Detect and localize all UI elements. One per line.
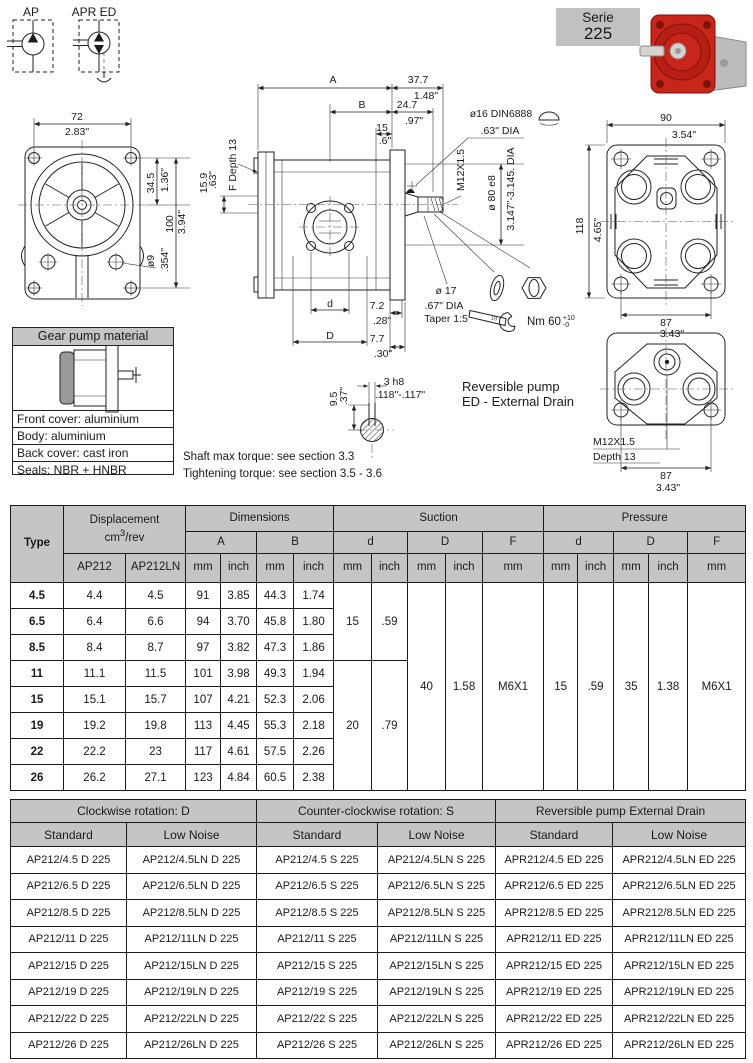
- cell: 2.38: [294, 765, 334, 791]
- torque-spec: [527, 315, 575, 329]
- cell-type: 19: [11, 713, 64, 739]
- subheader-low-noise: Low Noise: [378, 823, 496, 847]
- cell-model: AP212/22 D 225: [11, 1006, 127, 1033]
- dim-front-hole-in: .354": [159, 247, 171, 273]
- dim-front-hole-mm: ø9: [145, 254, 157, 268]
- order-codes-table: [10, 799, 746, 1059]
- dim-rear-width-in: 3.54": [671, 129, 697, 141]
- dim-247-in: .97": [404, 115, 424, 127]
- cell-model: AP212/15 S 225: [257, 953, 378, 980]
- unit-header: mm: [544, 554, 578, 583]
- cell: 26.2: [64, 765, 126, 791]
- cell-model: AP212/22 S 225: [257, 1006, 378, 1033]
- cell-suction-D-in: 1.58: [446, 583, 483, 791]
- cell: 97: [186, 635, 221, 661]
- spec-pressure-F: F: [688, 532, 746, 554]
- spec-col-displacement: [64, 506, 186, 554]
- cell-model: APR212/15LN ED 225: [613, 953, 746, 980]
- dim-rear2-bolt-mm: 87: [660, 470, 672, 482]
- material-box-title: Gear pump material: [13, 328, 173, 346]
- dim-rear-height-mm: 118: [574, 217, 586, 235]
- spec-col-a: A: [186, 532, 257, 554]
- material-row-front-cover: Front cover: aluminium: [13, 410, 173, 427]
- cell: 55.3: [257, 713, 294, 739]
- dim-15-in: .6": [378, 135, 392, 147]
- cell-model: AP212/11LN D 225: [127, 926, 257, 953]
- cell-model: AP212/22LN D 225: [127, 1006, 257, 1033]
- cell: 4.84: [221, 765, 257, 791]
- cell-model: APR212/15 ED 225: [496, 953, 613, 980]
- dim-front-h1-mm: 34.5: [145, 172, 157, 194]
- cell: 11.1: [64, 661, 126, 687]
- cell: 52.3: [257, 687, 294, 713]
- cell: 8.4: [64, 635, 126, 661]
- reversible-note-line2: ED - External Drain: [462, 394, 574, 409]
- cell-type: 4.5: [11, 583, 64, 609]
- material-row-body: Body: aluminium: [13, 427, 173, 444]
- cell-model: AP212/11LN S 225: [378, 926, 496, 953]
- cell: 4.5: [126, 583, 186, 609]
- cell-suction-d-in: .79: [372, 661, 408, 791]
- cell-model: AP212/19 S 225: [257, 979, 378, 1006]
- dim-pilot-d80: ø 80 e8: [486, 175, 498, 211]
- cell-model: AP212/19LN S 225: [378, 979, 496, 1006]
- cell: 107: [186, 687, 221, 713]
- dim-15-mm: 15: [376, 122, 388, 134]
- cell: 4.61: [221, 739, 257, 765]
- cell: 1.94: [294, 661, 334, 687]
- cell-model: AP212/11 S 225: [257, 926, 378, 953]
- spec-suction-D: D: [408, 532, 483, 554]
- spec-col-type: Type: [11, 506, 64, 583]
- material-row-seals: Seals: NBR + HNBR: [13, 461, 173, 478]
- callout-key-din6888: ø16 DIN6888: [469, 108, 533, 120]
- unit-header: inch: [294, 554, 334, 583]
- cell-model: APR212/26 ED 225: [496, 1032, 613, 1059]
- cell-model: AP212/26LN D 225: [127, 1032, 257, 1059]
- spec-pressure-d: d: [544, 532, 614, 554]
- dim-front-h1-in: 1.36": [159, 167, 171, 193]
- unit-exp: 3: [119, 527, 126, 539]
- cell: 3.82: [221, 635, 257, 661]
- table-row: [11, 1032, 746, 1059]
- cell-model: APR212/11LN ED 225: [613, 926, 746, 953]
- cell: 60.5: [257, 765, 294, 791]
- unit-rev: /rev: [125, 531, 145, 544]
- cell: 94: [186, 609, 221, 635]
- dim-rear-bolt-mm: 87: [660, 317, 672, 329]
- cell: 4.21: [221, 687, 257, 713]
- dim-pilot-d80-in: 3.147"-3.145. DIA: [505, 147, 517, 231]
- cell-model: AP212/8.5 D 225: [11, 900, 127, 927]
- material-box: [12, 327, 174, 475]
- cell-type: 22: [11, 739, 64, 765]
- cell: 101: [186, 661, 221, 687]
- table-row: [11, 900, 746, 927]
- pump-photo: [640, 15, 746, 93]
- cell-model: AP212/26 S 225: [257, 1032, 378, 1059]
- dim-72-mm: 7.2: [369, 300, 385, 312]
- cell: 1.74: [294, 583, 334, 609]
- cell: 47.3: [257, 635, 294, 661]
- cell: 23: [126, 739, 186, 765]
- callout-taper-ratio: Taper 1:5: [424, 313, 468, 325]
- dim-rear-width-mm: 90: [660, 112, 672, 124]
- cell: 15.7: [126, 687, 186, 713]
- cell-model: APR212/8.5LN ED 225: [613, 900, 746, 927]
- cell-suction-d-mm: 15: [334, 583, 372, 661]
- wrench-size-label: 19: [490, 315, 498, 323]
- series-number: 225: [583, 24, 613, 44]
- dim-72-in: .28": [372, 315, 392, 327]
- cell-model: AP212/6.5LN S 225: [378, 873, 496, 900]
- dim-f-depth: F Depth 13: [227, 139, 239, 191]
- table-row: [11, 926, 746, 953]
- cell: 6.4: [64, 609, 126, 635]
- subheader-standard: Standard: [496, 823, 613, 847]
- cell-model: AP212/6.5 D 225: [11, 873, 127, 900]
- cell-model: APR212/11 ED 225: [496, 926, 613, 953]
- cell: 3.70: [221, 609, 257, 635]
- spec-col-ap212ln: AP212LN: [126, 554, 186, 583]
- callout-key-dia-in: .63" DIA: [480, 125, 520, 137]
- cell-model: AP212/19LN D 225: [127, 979, 257, 1006]
- dim-side-left-mm: 15.9: [198, 172, 210, 194]
- cell-model: AP212/4.5 S 225: [257, 847, 378, 874]
- material-box-drawing-area: [13, 346, 173, 410]
- cell-pressure-F: M6X1: [688, 583, 746, 791]
- dim-port-D: D: [326, 330, 334, 342]
- cell: 2.18: [294, 713, 334, 739]
- dim-front-width-mm: 72: [71, 111, 83, 123]
- cell-model: AP212/22LN S 225: [378, 1006, 496, 1033]
- cell-model: APR212/6.5LN ED 225: [613, 873, 746, 900]
- ap-pump-symbol-icon: [7, 20, 53, 72]
- cell-model: AP212/26 D 225: [11, 1032, 127, 1059]
- cell: 4.45: [221, 713, 257, 739]
- dim-rear-height-in: 4.65": [592, 217, 604, 243]
- dim-front-h2-mm: 100: [164, 215, 176, 233]
- series-badge: [556, 8, 640, 46]
- cell: 1.86: [294, 635, 334, 661]
- cell: 45.8: [257, 609, 294, 635]
- cell-model: APR212/19LN ED 225: [613, 979, 746, 1006]
- cell: 2.06: [294, 687, 334, 713]
- callout-taper-d17-in: .67" DIA: [424, 300, 464, 312]
- cell-suction-D-mm: 40: [408, 583, 446, 791]
- front-view-drawing: [18, 118, 190, 306]
- cell-suction-F: M6X1: [483, 583, 544, 791]
- material-row-back-cover: Back cover: cast iron: [13, 444, 173, 461]
- cell-model: APR212/26LN ED 225: [613, 1032, 746, 1059]
- unit-header: inch: [372, 554, 408, 583]
- callout-taper-d17: ø 17: [435, 285, 457, 297]
- cell-model: APR212/22 ED 225: [496, 1006, 613, 1033]
- cell: 27.1: [126, 765, 186, 791]
- rear-view-drawing: [585, 120, 733, 319]
- note-shaft-torque: Shaft max torque: see section 3.3: [183, 451, 355, 463]
- unit-header: mm: [614, 554, 649, 583]
- apr-ed-pump-symbol-icon: [73, 20, 119, 82]
- cell-model: APR212/4.5 ED 225: [496, 847, 613, 874]
- cell-model: AP212/8.5LN S 225: [378, 900, 496, 927]
- cell-model: AP212/4.5 D 225: [11, 847, 127, 874]
- apr-ed-symbol-label: APR ED: [71, 5, 117, 19]
- unit-header: mm: [483, 554, 544, 583]
- cell-model: APR212/8.5 ED 225: [496, 900, 613, 927]
- dim-length-a: A: [329, 74, 337, 86]
- dim-key-width: 3 h8: [383, 376, 405, 388]
- cell: 117: [186, 739, 221, 765]
- cell-pressure-D-mm: 35: [614, 583, 649, 791]
- dim-377-mm: 37.7: [407, 74, 429, 86]
- nut-icon: [522, 278, 546, 299]
- unit-header: inch: [221, 554, 257, 583]
- cell-pressure-d-mm: 15: [544, 583, 578, 791]
- woodruff-key-icon: [539, 112, 559, 125]
- table-row: [11, 583, 746, 609]
- dim-key-height: 9.5: [328, 391, 340, 407]
- spec-col-dimensions: Dimensions: [186, 506, 334, 532]
- cell-type: 6.5: [11, 609, 64, 635]
- cell-model: AP212/8.5 S 225: [257, 900, 378, 927]
- cell: 11.5: [126, 661, 186, 687]
- group-clockwise: Clockwise rotation: D: [11, 800, 257, 823]
- cell-model: AP212/11 D 225: [11, 926, 127, 953]
- dim-key-width-in: .118"-.117": [374, 389, 426, 401]
- spec-col-suction: Suction: [334, 506, 544, 532]
- cell-model: APR212/4.5LN ED 225: [613, 847, 746, 874]
- cell-type: 8.5: [11, 635, 64, 661]
- dim-side-left-in: .63": [207, 170, 219, 190]
- cell: 1.80: [294, 609, 334, 635]
- dim-247-mm: 24.7: [396, 99, 418, 111]
- torque-tol-lower: -0: [562, 322, 570, 329]
- cell: 15.1: [64, 687, 126, 713]
- cell-pressure-D-in: 1.38: [649, 583, 688, 791]
- spec-col-b: B: [257, 532, 334, 554]
- cell: 22.2: [64, 739, 126, 765]
- spec-table: [10, 505, 746, 791]
- unit-header: mm: [334, 554, 372, 583]
- cell: 8.7: [126, 635, 186, 661]
- note-tightening-torque: Tightening torque: see section 3.5 - 3.6: [183, 468, 383, 480]
- unit-header: inch: [649, 554, 688, 583]
- group-reversible: Reversible pump External Drain: [496, 800, 746, 823]
- cell-model: AP212/6.5LN D 225: [127, 873, 257, 900]
- subheader-low-noise: Low Noise: [127, 823, 257, 847]
- cell-suction-d-mm: 20: [334, 661, 372, 791]
- dim-front-width-in: 2.83": [64, 126, 90, 138]
- dim-m12-thread: M12X1.5: [455, 148, 467, 192]
- spec-col-ap212: AP212: [64, 554, 126, 583]
- cell: 123: [186, 765, 221, 791]
- unit-header: mm: [186, 554, 221, 583]
- cell: 3.85: [221, 583, 257, 609]
- cell-model: AP212/19 D 225: [11, 979, 127, 1006]
- washer-icon: [488, 274, 506, 302]
- dim-rear2-bolt-in: 3.43": [655, 482, 681, 494]
- cell: 57.5: [257, 739, 294, 765]
- dim-77-in: .30": [373, 348, 393, 360]
- cell: 49.3: [257, 661, 294, 687]
- cell: 91: [186, 583, 221, 609]
- dim-377-in: 1.48": [413, 90, 439, 102]
- cell: 2.26: [294, 739, 334, 765]
- dim-length-b: B: [358, 99, 366, 111]
- cell-pressure-d-in: .59: [578, 583, 614, 791]
- unit-cm: cm: [104, 531, 120, 544]
- table-row: [11, 979, 746, 1006]
- unit-header: mm: [257, 554, 294, 583]
- cell-model: AP212/8.5LN D 225: [127, 900, 257, 927]
- unit-header: mm: [408, 554, 446, 583]
- cell: 4.4: [64, 583, 126, 609]
- torque-value: Nm 60: [527, 316, 561, 329]
- subheader-standard: Standard: [257, 823, 378, 847]
- cell-model: AP212/15LN D 225: [127, 953, 257, 980]
- table-row: [11, 1006, 746, 1033]
- cell: 3.98: [221, 661, 257, 687]
- cell: 113: [186, 713, 221, 739]
- ap-symbol-label: AP: [22, 5, 40, 19]
- cell-model: APR212/19 ED 225: [496, 979, 613, 1006]
- dim-rear2-depth: Depth 13: [593, 451, 636, 463]
- torque-tol-upper: +10: [562, 315, 575, 322]
- cell: 19.8: [126, 713, 186, 739]
- group-counter-clockwise: Counter-clockwise rotation: S: [257, 800, 496, 823]
- subheader-standard: Standard: [11, 823, 127, 847]
- dim-front-h2-in: 3.94": [176, 209, 188, 235]
- cell-model: AP212/4.5LN D 225: [127, 847, 257, 874]
- spec-col-pressure: Pressure: [544, 506, 746, 532]
- cell-type: 15: [11, 687, 64, 713]
- dim-rear2-m12: M12X1.5: [593, 436, 636, 448]
- spec-suction-d: d: [334, 532, 408, 554]
- reversible-note-line1: Reversible pump: [462, 379, 560, 394]
- cell-model: AP212/4.5LN S 225: [378, 847, 496, 874]
- spec-suction-F: F: [483, 532, 544, 554]
- dim-rear-bolt-in: 3.43": [659, 328, 685, 340]
- cell-model: AP212/15LN S 225: [378, 953, 496, 980]
- spec-pressure-D: D: [614, 532, 688, 554]
- cell-model: AP212/26LN S 225: [378, 1032, 496, 1059]
- table-row: [11, 847, 746, 874]
- table-row: [11, 873, 746, 900]
- unit-header: mm: [688, 554, 746, 583]
- dim-key-height-in: .37": [338, 386, 350, 406]
- series-label: Serie: [582, 9, 614, 25]
- cell: 6.6: [126, 609, 186, 635]
- unit-header: inch: [446, 554, 483, 583]
- cell-type: 11: [11, 661, 64, 687]
- cell-model: APR212/6.5 ED 225: [496, 873, 613, 900]
- subheader-low-noise: Low Noise: [613, 823, 746, 847]
- cell-model: AP212/15 D 225: [11, 953, 127, 980]
- cell: 44.3: [257, 583, 294, 609]
- cell-model: AP212/6.5 S 225: [257, 873, 378, 900]
- dim-port-d: d: [327, 298, 333, 310]
- unit-header: inch: [578, 554, 614, 583]
- cell-suction-d-in: .59: [372, 583, 408, 661]
- displacement-label: Displacement: [89, 514, 160, 527]
- dim-77-mm: 7.7: [369, 333, 385, 345]
- table-row: [11, 953, 746, 980]
- cell-model: APR212/22LN ED 225: [613, 1006, 746, 1033]
- cell-type: 26: [11, 765, 64, 791]
- cell: 19.2: [64, 713, 126, 739]
